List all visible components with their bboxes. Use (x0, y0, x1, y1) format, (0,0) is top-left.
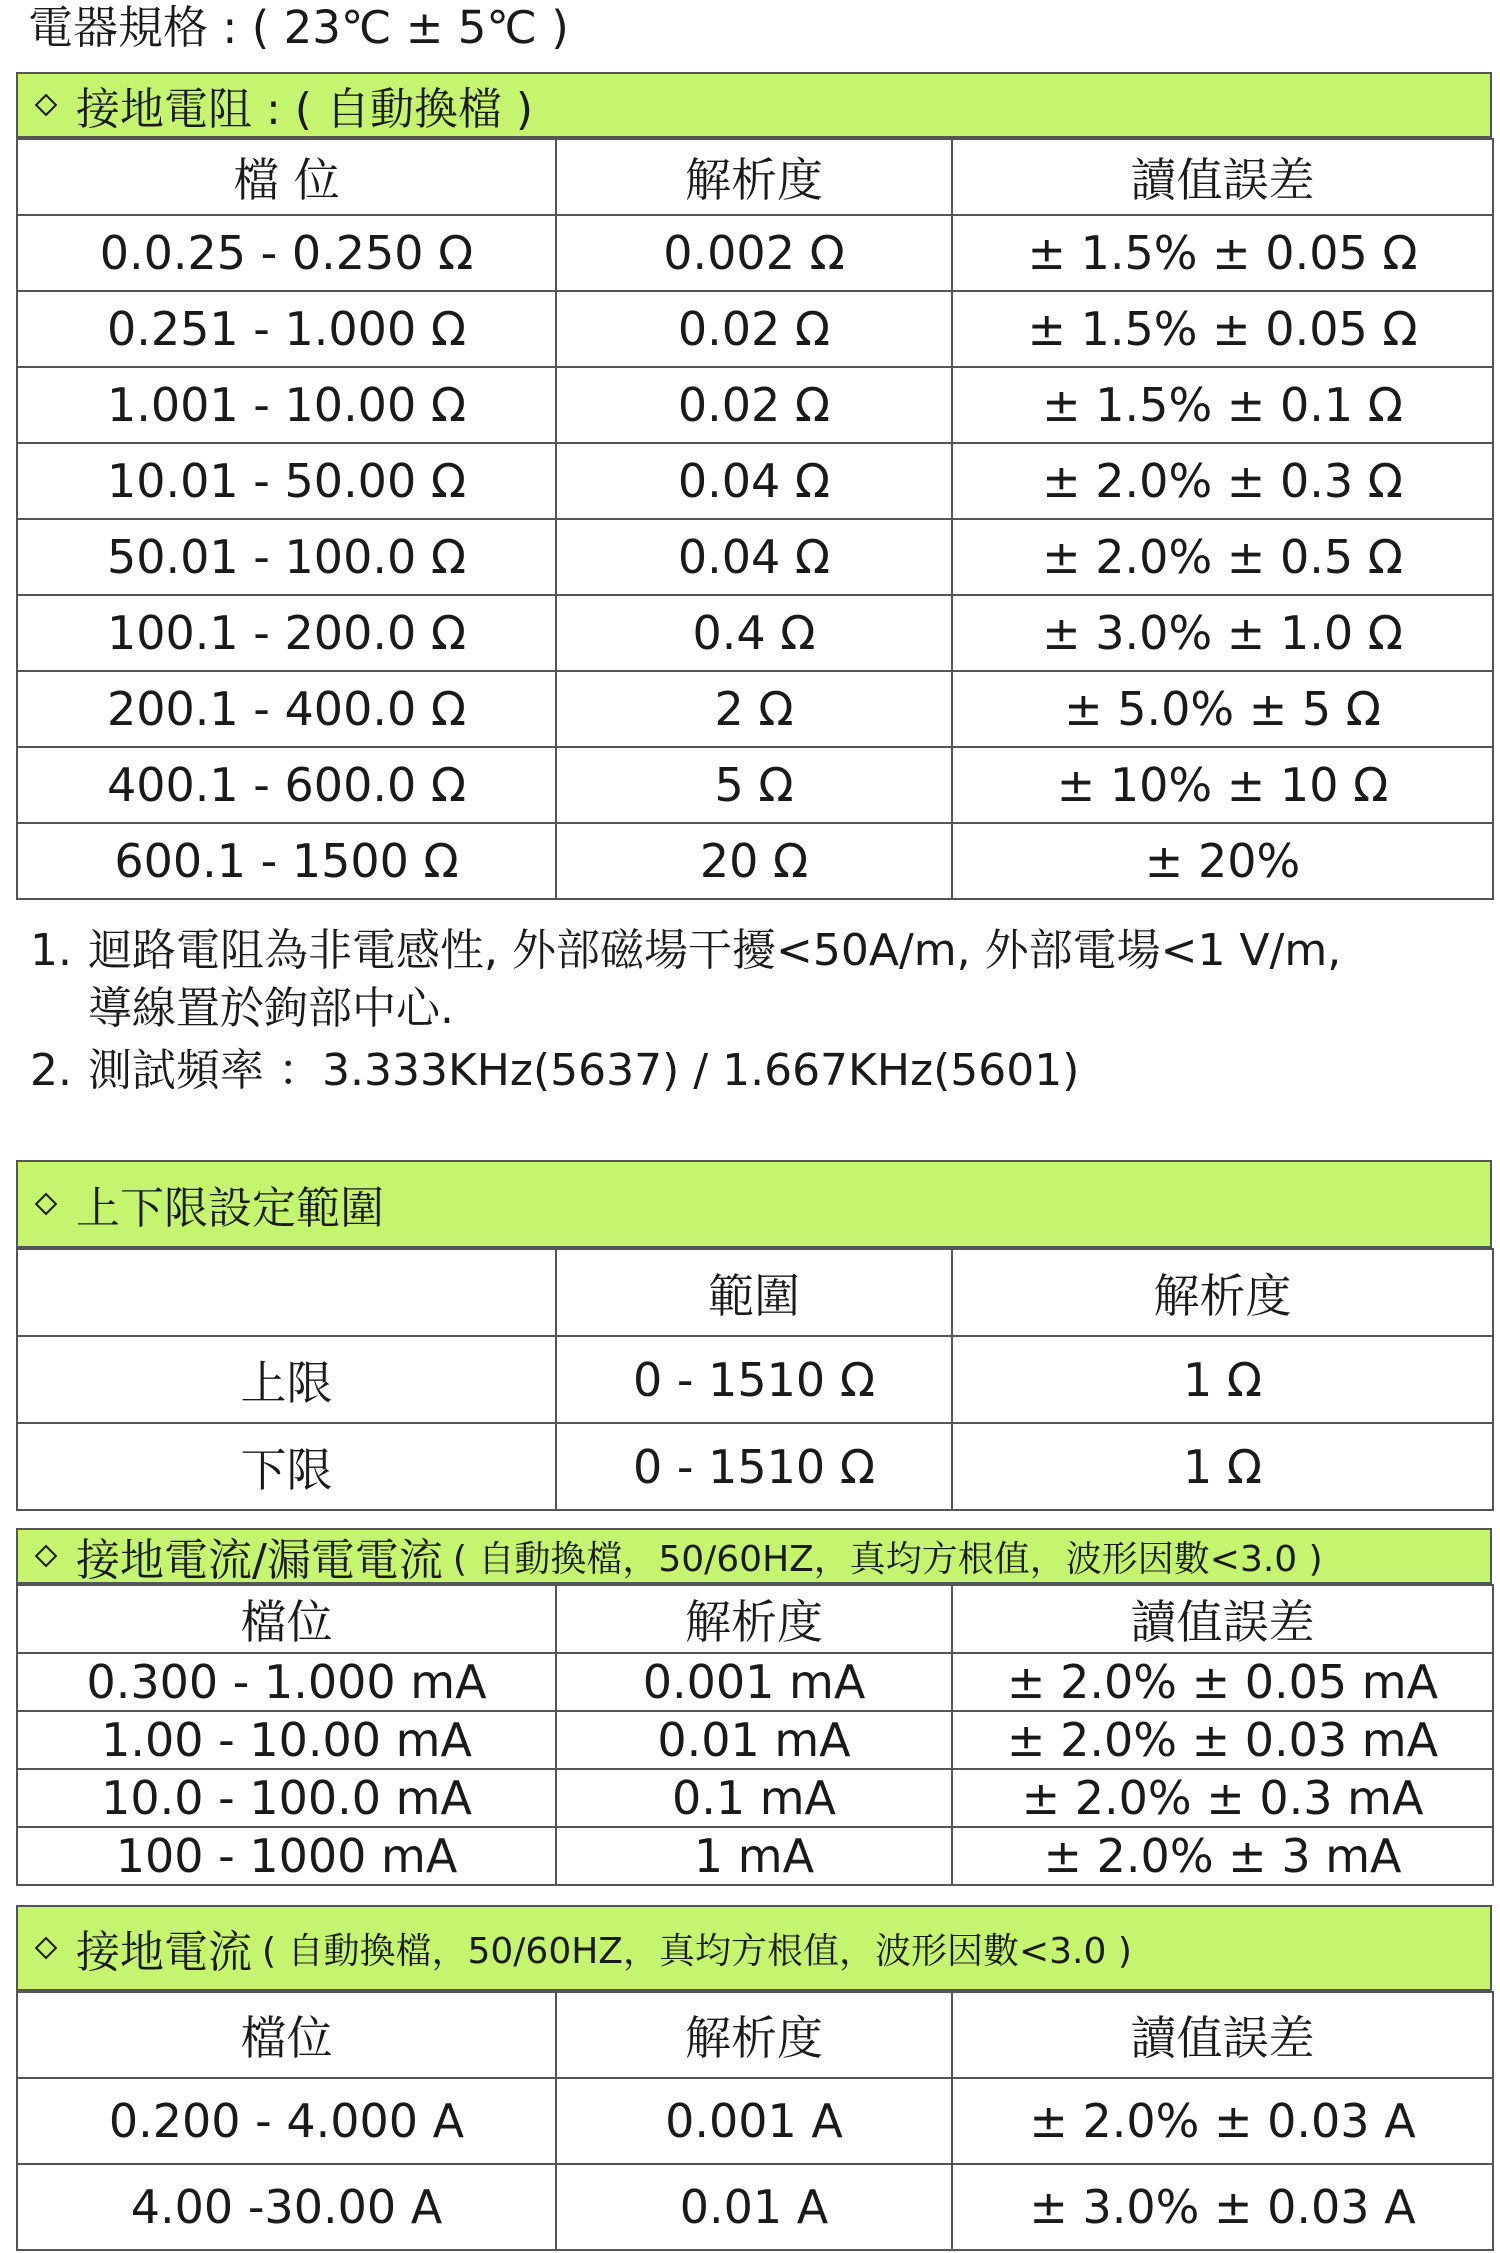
ground-current-table (16, 1991, 1494, 2251)
diamond-bullet-icon (35, 1545, 58, 1568)
accuracy-cell: ± 2.0% ± 0.03 A (952, 2078, 1493, 2164)
resolution-cell: 0.01 A (556, 2164, 952, 2250)
column-header-range: 檔 位 (17, 139, 556, 215)
section-title: 接地電流 (76, 1927, 252, 1978)
range-cell: 100.1 - 200.0 Ω (17, 595, 556, 671)
resolution-cell: 0.4 Ω (556, 595, 952, 671)
table-row (17, 367, 1493, 443)
column-header-resolution: 解析度 (556, 1585, 952, 1653)
section-subtitle: ( 自動換檔，50/60HZ，真均方根值，波形因數<3.0 ) (262, 1930, 1132, 1972)
resolution-cell: 0.02 Ω (556, 367, 952, 443)
resolution-cell: 2 Ω (556, 671, 952, 747)
note-text: 測試頻率 ：3.333KHz(5637) / 1.667KHz(5601) (88, 1045, 1080, 1096)
accuracy-cell: ± 1.5% ± 0.05 Ω (952, 215, 1493, 291)
table-header-row (17, 1992, 1493, 2078)
resolution-cell: 1 mA (556, 1827, 952, 1885)
accuracy-cell: ± 2.0% ± 0.5 Ω (952, 519, 1493, 595)
resolution-cell: 0.01 mA (556, 1711, 952, 1769)
section-title: 接地電流/漏電電流 (76, 1535, 443, 1584)
accuracy-cell: ± 2.0% ± 0.03 mA (952, 1711, 1493, 1769)
column-header-resolution: 解析度 (556, 139, 952, 215)
range-cell: 100 - 1000 mA (17, 1827, 556, 1885)
range-cell: 0 - 1510 Ω (556, 1423, 952, 1510)
accuracy-cell: ± 1.5% ± 0.1 Ω (952, 367, 1493, 443)
resolution-cell: 0.002 Ω (556, 215, 952, 291)
range-cell: 0.200 - 4.000 A (17, 2078, 556, 2164)
accuracy-cell: ± 2.0% ± 0.3 Ω (952, 443, 1493, 519)
note-number: 1. (30, 925, 72, 976)
table-row (17, 443, 1493, 519)
range-cell: 50.01 - 100.0 Ω (17, 519, 556, 595)
ground-resistance-table (16, 138, 1494, 900)
diamond-bullet-icon (35, 1193, 58, 1216)
resolution-cell: 0.001 A (556, 2078, 952, 2164)
resolution-cell: 0.02 Ω (556, 291, 952, 367)
table-row (17, 1827, 1493, 1885)
note-item (30, 1038, 1490, 1104)
accuracy-cell: ± 3.0% ± 0.03 A (952, 2164, 1493, 2250)
table-row (17, 519, 1493, 595)
column-header-range: 檔位 (17, 1992, 556, 2078)
table-row (17, 1769, 1493, 1827)
note-text: 迴路電阻為非電感性, 外部磁場干擾<50A/m, 外部電場<1 V/m, (88, 925, 1342, 976)
column-header-range: 檔位 (17, 1585, 556, 1653)
table-row (17, 2164, 1493, 2250)
range-cell: 0.0.25 - 0.250 Ω (17, 215, 556, 291)
range-cell: 4.00 -30.00 A (17, 2164, 556, 2250)
section-subtitle: ( 自動換檔，50/60HZ，真均方根值，波形因數<3.0 ) (452, 1538, 1323, 1580)
leakage-current-header (16, 1528, 1492, 1584)
table-row (17, 595, 1493, 671)
table-row (17, 1336, 1493, 1423)
limit-range-header (16, 1160, 1492, 1248)
diamond-bullet-icon (35, 94, 58, 117)
accuracy-cell: ± 10% ± 10 Ω (952, 747, 1493, 823)
section-title: 接地電阻 : ( 自動換檔 ) (76, 84, 534, 135)
accuracy-cell: ± 20% (952, 823, 1493, 899)
note-item (30, 922, 1490, 980)
resolution-cell: 0.04 Ω (556, 443, 952, 519)
table-header-row (17, 139, 1493, 215)
accuracy-cell: ± 2.0% ± 3 mA (952, 1827, 1493, 1885)
table-header-row (17, 1585, 1493, 1653)
range-cell: 400.1 - 600.0 Ω (17, 747, 556, 823)
range-cell: 10.01 - 50.00 Ω (17, 443, 556, 519)
resolution-cell: 0.001 mA (556, 1653, 952, 1711)
range-cell: 1.00 - 10.00 mA (17, 1711, 556, 1769)
ground-resistance-header (16, 72, 1492, 138)
note-number: 2. (30, 1045, 72, 1096)
column-header-accuracy: 讀值誤差 (952, 1992, 1493, 2078)
table-row (17, 1711, 1493, 1769)
resolution-cell: 1 Ω (952, 1423, 1493, 1510)
column-header-range: 範圍 (556, 1249, 952, 1336)
column-header-resolution: 解析度 (952, 1249, 1493, 1336)
accuracy-cell: ± 5.0% ± 5 Ω (952, 671, 1493, 747)
column-header-blank (17, 1249, 556, 1336)
notes-list (30, 922, 1490, 1104)
limit-label-cell: 上限 (17, 1336, 556, 1423)
accuracy-cell: ± 1.5% ± 0.05 Ω (952, 291, 1493, 367)
column-header-accuracy: 讀值誤差 (952, 1585, 1493, 1653)
note-item-continued (30, 980, 1490, 1038)
resolution-cell: 0.04 Ω (556, 519, 952, 595)
ground-current-section (16, 1905, 1492, 2251)
column-header-accuracy: 讀值誤差 (952, 139, 1493, 215)
accuracy-cell: ± 2.0% ± 0.05 mA (952, 1653, 1493, 1711)
limit-label-cell: 下限 (17, 1423, 556, 1510)
table-row (17, 2078, 1493, 2164)
page-title: 電器規格 : ( 23℃ ± 5℃ ) (28, 1, 569, 54)
ground-current-header (16, 1905, 1492, 1991)
note-text: 導線置於鉤部中心. (88, 983, 454, 1034)
leakage-current-section (16, 1528, 1492, 1886)
range-cell: 0.251 - 1.000 Ω (17, 291, 556, 367)
accuracy-cell: ± 3.0% ± 1.0 Ω (952, 595, 1493, 671)
table-row (17, 747, 1493, 823)
table-row (17, 1653, 1493, 1711)
diamond-bullet-icon (35, 1937, 58, 1960)
table-row (17, 671, 1493, 747)
limit-range-table (16, 1248, 1494, 1511)
table-row (17, 215, 1493, 291)
resolution-cell: 20 Ω (556, 823, 952, 899)
range-cell: 0 - 1510 Ω (556, 1336, 952, 1423)
range-cell: 1.001 - 10.00 Ω (17, 367, 556, 443)
range-cell: 0.300 - 1.000 mA (17, 1653, 556, 1711)
resolution-cell: 1 Ω (952, 1336, 1493, 1423)
table-row (17, 823, 1493, 899)
range-cell: 10.0 - 100.0 mA (17, 1769, 556, 1827)
resolution-cell: 0.1 mA (556, 1769, 952, 1827)
table-row (17, 1423, 1493, 1510)
table-row (17, 291, 1493, 367)
resolution-cell: 5 Ω (556, 747, 952, 823)
table-header-row (17, 1249, 1493, 1336)
ground-resistance-section (16, 72, 1492, 900)
column-header-resolution: 解析度 (556, 1992, 952, 2078)
accuracy-cell: ± 2.0% ± 0.3 mA (952, 1769, 1493, 1827)
section-title: 上下限設定範圍 (76, 1183, 384, 1234)
range-cell: 600.1 - 1500 Ω (17, 823, 556, 899)
range-cell: 200.1 - 400.0 Ω (17, 671, 556, 747)
leakage-current-table (16, 1584, 1494, 1886)
limit-range-section (16, 1160, 1492, 1511)
